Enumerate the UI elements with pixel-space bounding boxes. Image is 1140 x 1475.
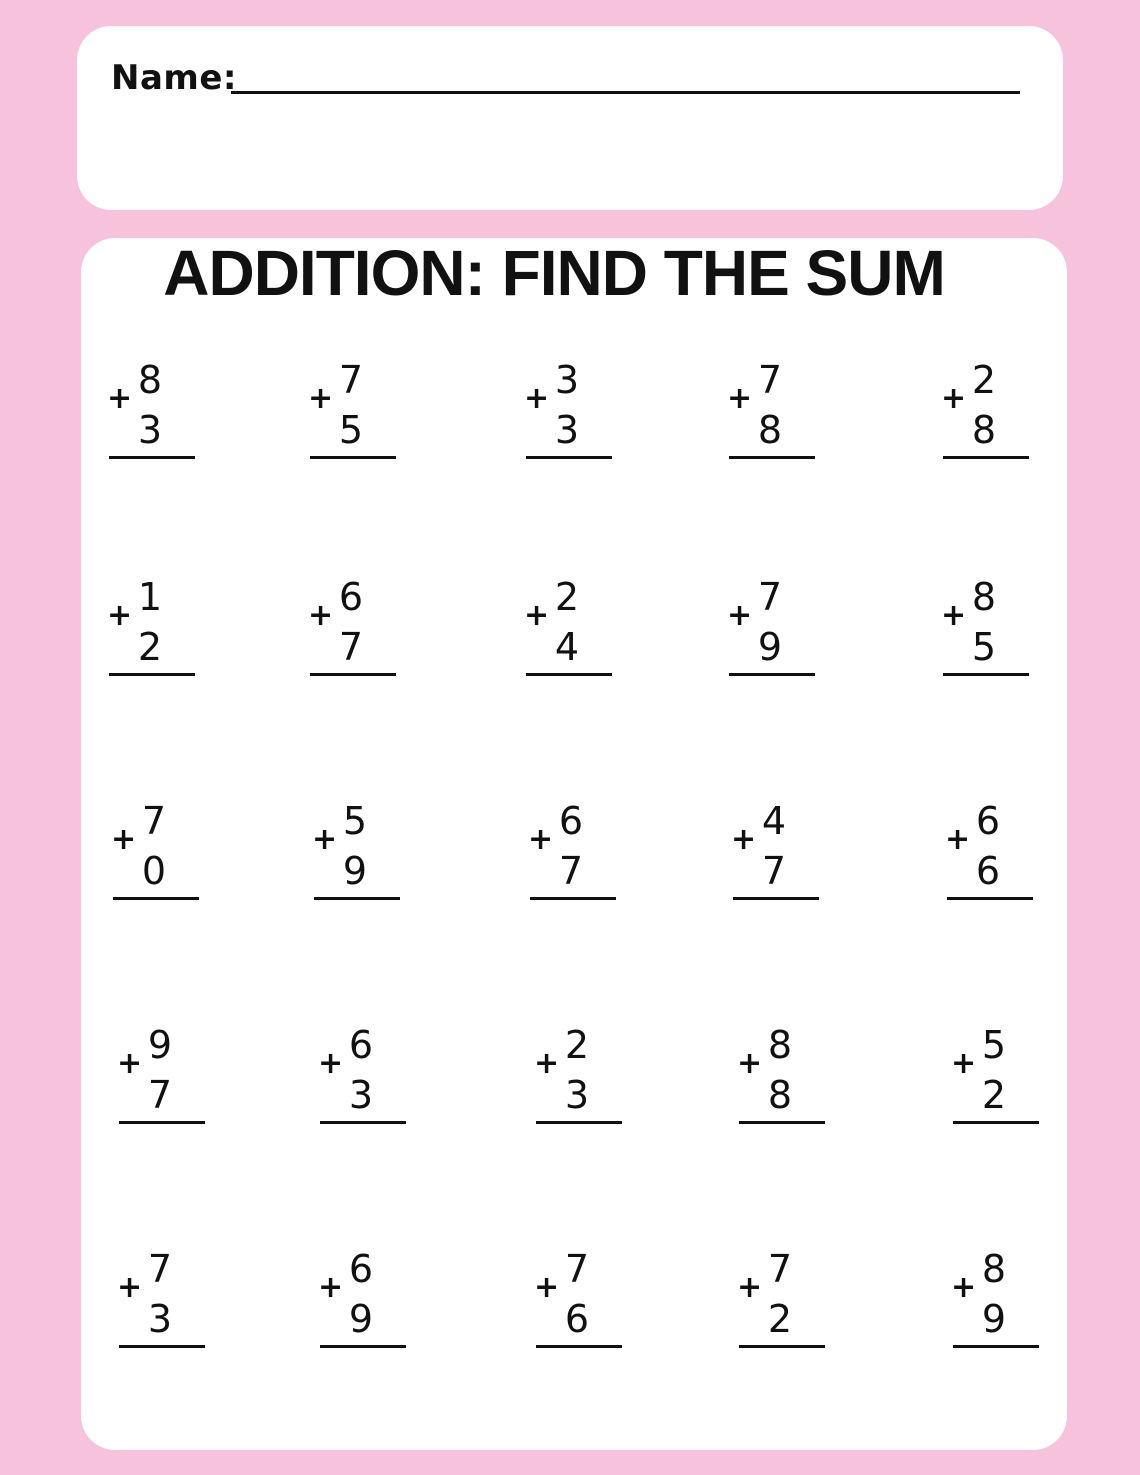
plus-sign: +: [528, 822, 554, 857]
problem-item: [107, 575, 197, 685]
problem-item: [318, 1247, 408, 1357]
problem-item: [117, 1023, 207, 1133]
problem-item: [951, 1023, 1041, 1133]
plus-sign: +: [111, 822, 137, 857]
name-input-line[interactable]: [231, 91, 1020, 94]
problem-top-number: 2: [564, 1023, 590, 1067]
problem-bottom-number: 2: [767, 1297, 793, 1341]
problem-item: [528, 799, 618, 909]
problem-item: [737, 1247, 827, 1357]
problem-top-number: 7: [338, 358, 364, 402]
plus-sign: +: [534, 1046, 560, 1081]
problem-top-number: 8: [767, 1023, 793, 1067]
problem-bottom-number: 8: [767, 1073, 793, 1117]
problem-bottom-number: 4: [554, 625, 580, 669]
plus-sign: +: [318, 1046, 344, 1081]
problem-top-number: 8: [981, 1247, 1007, 1291]
problem-bottom-number: 2: [981, 1073, 1007, 1117]
problem-item: [737, 1023, 827, 1133]
name-card: [77, 26, 1063, 210]
problem-top-number: 6: [975, 799, 1001, 843]
problem-bottom-number: 6: [975, 849, 1001, 893]
answer-line[interactable]: [943, 456, 1029, 459]
problem-top-number: 8: [971, 575, 997, 619]
problem-top-number: 1: [137, 575, 163, 619]
problem-item: [111, 799, 201, 909]
problem-bottom-number: 5: [338, 408, 364, 452]
problem-bottom-number: 5: [971, 625, 997, 669]
plus-sign: +: [312, 822, 338, 857]
problem-bottom-number: 7: [147, 1073, 173, 1117]
plus-sign: +: [951, 1046, 977, 1081]
problem-item: [318, 1023, 408, 1133]
answer-line[interactable]: [953, 1121, 1039, 1124]
plus-sign: +: [117, 1046, 143, 1081]
problem-item: [941, 575, 1031, 685]
problem-top-number: 7: [757, 575, 783, 619]
plus-sign: +: [524, 598, 550, 633]
problem-bottom-number: 7: [558, 849, 584, 893]
answer-line[interactable]: [526, 456, 612, 459]
problem-item: [945, 799, 1035, 909]
problem-top-number: 7: [564, 1247, 590, 1291]
problem-top-number: 7: [767, 1247, 793, 1291]
problem-item: [524, 358, 614, 468]
problem-bottom-number: 7: [338, 625, 364, 669]
plus-sign: +: [727, 598, 753, 633]
problem-item: [727, 575, 817, 685]
plus-sign: +: [308, 598, 334, 633]
problem-top-number: 8: [137, 358, 163, 402]
problem-top-number: 6: [348, 1247, 374, 1291]
problem-bottom-number: 9: [981, 1297, 1007, 1341]
problem-top-number: 4: [761, 799, 787, 843]
problem-top-number: 5: [342, 799, 368, 843]
problem-top-number: 2: [554, 575, 580, 619]
problem-top-number: 6: [558, 799, 584, 843]
problem-top-number: 7: [757, 358, 783, 402]
problem-bottom-number: 9: [342, 849, 368, 893]
problem-bottom-number: 0: [141, 849, 167, 893]
problem-item: [727, 358, 817, 468]
problem-item: [312, 799, 402, 909]
answer-line[interactable]: [310, 673, 396, 676]
answer-line[interactable]: [536, 1345, 622, 1348]
answer-line[interactable]: [113, 897, 199, 900]
plus-sign: +: [117, 1270, 143, 1305]
plus-sign: +: [534, 1270, 560, 1305]
plus-sign: +: [107, 598, 133, 633]
problem-top-number: 6: [348, 1023, 374, 1067]
problem-top-number: 3: [554, 358, 580, 402]
problem-item: [941, 358, 1031, 468]
plus-sign: +: [941, 598, 967, 633]
problem-item: [524, 575, 614, 685]
plus-sign: +: [941, 381, 967, 416]
plus-sign: +: [951, 1270, 977, 1305]
problem-item: [117, 1247, 207, 1357]
worksheet-card: [81, 238, 1067, 1450]
plus-sign: +: [737, 1046, 763, 1081]
problem-top-number: 9: [147, 1023, 173, 1067]
problem-bottom-number: 8: [971, 408, 997, 452]
plus-sign: +: [318, 1270, 344, 1305]
answer-line[interactable]: [320, 1345, 406, 1348]
answer-line[interactable]: [526, 673, 612, 676]
answer-line[interactable]: [729, 456, 815, 459]
problem-bottom-number: 2: [137, 625, 163, 669]
problem-top-number: 5: [981, 1023, 1007, 1067]
problem-bottom-number: 8: [757, 408, 783, 452]
plus-sign: +: [107, 381, 133, 416]
plus-sign: +: [727, 381, 753, 416]
problem-item: [534, 1023, 624, 1133]
problem-bottom-number: 3: [554, 408, 580, 452]
answer-line[interactable]: [729, 673, 815, 676]
problem-item: [308, 358, 398, 468]
problem-item: [534, 1247, 624, 1357]
problem-bottom-number: 6: [564, 1297, 590, 1341]
problem-item: [308, 575, 398, 685]
problem-bottom-number: 3: [137, 408, 163, 452]
plus-sign: +: [308, 381, 334, 416]
problem-bottom-number: 3: [564, 1073, 590, 1117]
answer-line[interactable]: [320, 1121, 406, 1124]
problem-bottom-number: 3: [348, 1073, 374, 1117]
problem-bottom-number: 9: [348, 1297, 374, 1341]
problem-item: [731, 799, 821, 909]
answer-line[interactable]: [314, 897, 400, 900]
answer-line[interactable]: [119, 1345, 205, 1348]
answer-line[interactable]: [109, 456, 195, 459]
problem-bottom-number: 7: [761, 849, 787, 893]
plus-sign: +: [524, 381, 550, 416]
plus-sign: +: [945, 822, 971, 857]
answer-line[interactable]: [310, 456, 396, 459]
answer-line[interactable]: [739, 1121, 825, 1124]
answer-line[interactable]: [733, 897, 819, 900]
problem-top-number: 2: [971, 358, 997, 402]
answer-line[interactable]: [530, 897, 616, 900]
problem-bottom-number: 3: [147, 1297, 173, 1341]
problem-item: [951, 1247, 1041, 1357]
answer-line[interactable]: [953, 1345, 1039, 1348]
plus-sign: +: [731, 822, 757, 857]
answer-line[interactable]: [536, 1121, 622, 1124]
problem-top-number: 6: [338, 575, 364, 619]
answer-line[interactable]: [947, 897, 1033, 900]
answer-line[interactable]: [119, 1121, 205, 1124]
answer-line[interactable]: [943, 673, 1029, 676]
problem-item: [107, 358, 197, 468]
problem-top-number: 7: [147, 1247, 173, 1291]
plus-sign: +: [737, 1270, 763, 1305]
name-label: Name:: [111, 58, 237, 98]
problem-top-number: 7: [141, 799, 167, 843]
answer-line[interactable]: [739, 1345, 825, 1348]
problem-bottom-number: 9: [757, 625, 783, 669]
answer-line[interactable]: [109, 673, 195, 676]
worksheet-title: ADDITION: FIND THE SUM: [163, 237, 945, 309]
